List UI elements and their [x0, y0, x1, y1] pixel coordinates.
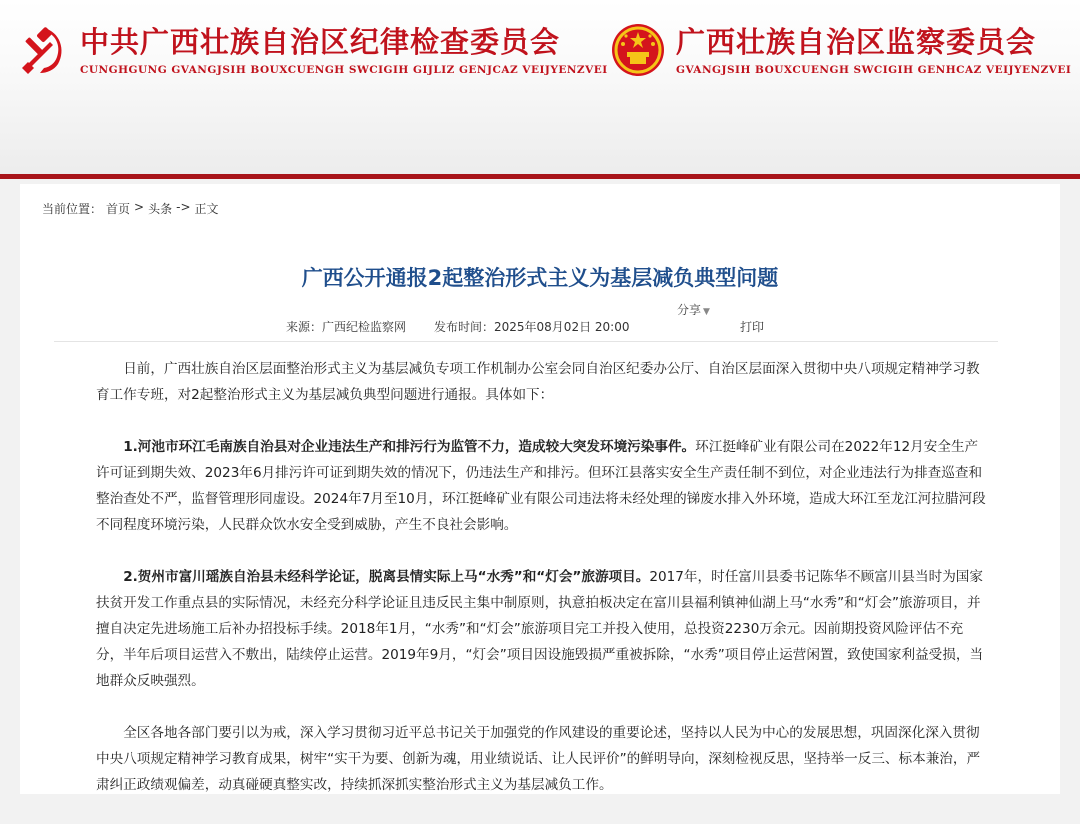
supervisory-commission-logo[interactable]	[610, 22, 1071, 78]
left-org-pinyin: CUNGHGUNG GVANGJSIH BOUXCUENGH SWCIGIH GIJLIZ GENJCAZ VEIJYENZVEI	[80, 64, 608, 76]
article-title: 广西公开通报2起整治形式主义为基层减负典型问题	[301, 266, 779, 290]
breadcrumb-separator: ->	[176, 200, 191, 214]
breadcrumb-prefix: 当前位置：	[42, 202, 103, 216]
article-body	[96, 356, 986, 824]
party-emblem-icon	[14, 22, 70, 78]
cpc-discipline-commission-logo[interactable]	[14, 22, 608, 78]
case-1-paragraph	[96, 434, 986, 538]
breadcrumb-section-link[interactable]: 头条	[148, 202, 173, 216]
header-divider	[0, 174, 1080, 179]
print-button[interactable]: 打印	[740, 320, 765, 334]
meta-divider	[54, 341, 998, 342]
case-1-heading: 1.河池市环江毛南族自治县对企业违法生产和排污行为监管不力，造成较大突发环境污染事件。	[123, 439, 696, 455]
case-2-heading: 2.贺州市富川瑶族自治县未经科学论证，脱离县情实际上马“水秀”和“灯会”旅游项目。	[123, 569, 650, 585]
article-container	[20, 184, 1060, 794]
intro-paragraph: 日前，广西壮族自治区层面整治形式主义为基层减负专项工作机制办公室会同自治区纪委办公厅、自治区层面深入贯彻中央八项规定精神学习教育工作专班，对2起整治形式主义为基层减负典型问题进行通报。具体如下：	[96, 361, 980, 403]
conclusion-paragraph: 全区各地各部门要引以为戒，深入学习贯彻习近平总书记关于加强党的作风建设的重要论述，坚持以人民为中心的发展思想，巩固深化深入贯彻中央八项规定精神学习教育成果，树牢“实干为要、创新为魂，用业绩说话、让人民评价”的鲜明导向，深刻检视反思，坚持举一反三、标本兼治，严肃纠正政绩观偏差，动真碰硬真整实改，持续抓深抓实整治形式主义为基层减负工作。	[96, 725, 981, 793]
share-label: 分享	[677, 303, 702, 317]
chevron-down-icon: ▼	[703, 307, 710, 317]
right-org-name: 广西壮族自治区监察委员会	[676, 25, 1037, 59]
case-2-paragraph	[96, 564, 986, 694]
share-button[interactable]	[677, 301, 710, 318]
article-source: 来源：广西纪检监察网	[286, 320, 407, 334]
case-1-body: 环江挺峰矿业有限公司在2022年12月安全生产许可证到期失效、2023年6月排污许可证到期失效的情况下，仍违法生产和排污。但环江县落实安全生产责任制不到位，对企业违法行为排查巡查和整治查处不严，监督管理形同虚设。2024年7月至10月，环江挺峰矿业有限公司违法将未经处理的锑废水排入外环境，造成大环江至龙江河拉腊河段不同程度环境污染，人民群众饮水安全受到威胁，产生不良社会影响。	[96, 439, 986, 533]
article-publish-time: 发布时间：2025年08月02日 20:00	[434, 320, 630, 334]
breadcrumb-home-link[interactable]: 首页	[106, 202, 131, 216]
site-header	[0, 0, 1080, 178]
national-emblem-icon	[610, 22, 666, 78]
breadcrumb-separator: >	[134, 200, 145, 214]
breadcrumb-current: 正文	[194, 202, 219, 216]
breadcrumb	[42, 200, 219, 217]
left-org-name: 中共广西壮族自治区纪律检查委员会	[80, 25, 561, 59]
right-org-pinyin: GVANGJSIH BOUXCUENGH SWCIGIH GENHCAZ VEIJYENZVEI	[676, 64, 1072, 76]
case-2-body: 2017年，时任富川县委书记陈华不顾富川县当时为国家扶贫开发工作重点县的实际情况，未经充分科学论证且违反民主集中制原则，执意拍板决定在富川县福利镇神仙湖上马“水秀”和“灯会”旅游项目，并擅自决定先进场施工后补办招投标手续。2018年1月，“水秀”和“灯会”旅游项目完工并投入使用，总投资2230万余元。因前期投资风险评估不充分，半年后项目运营入不敷出，陆续停止运营。2019年9月，“灯会”项目因设施毁损严重被拆除，“水秀”项目停止运营闲置，致使国家利益受损，当地群众反映强烈。	[96, 569, 984, 689]
